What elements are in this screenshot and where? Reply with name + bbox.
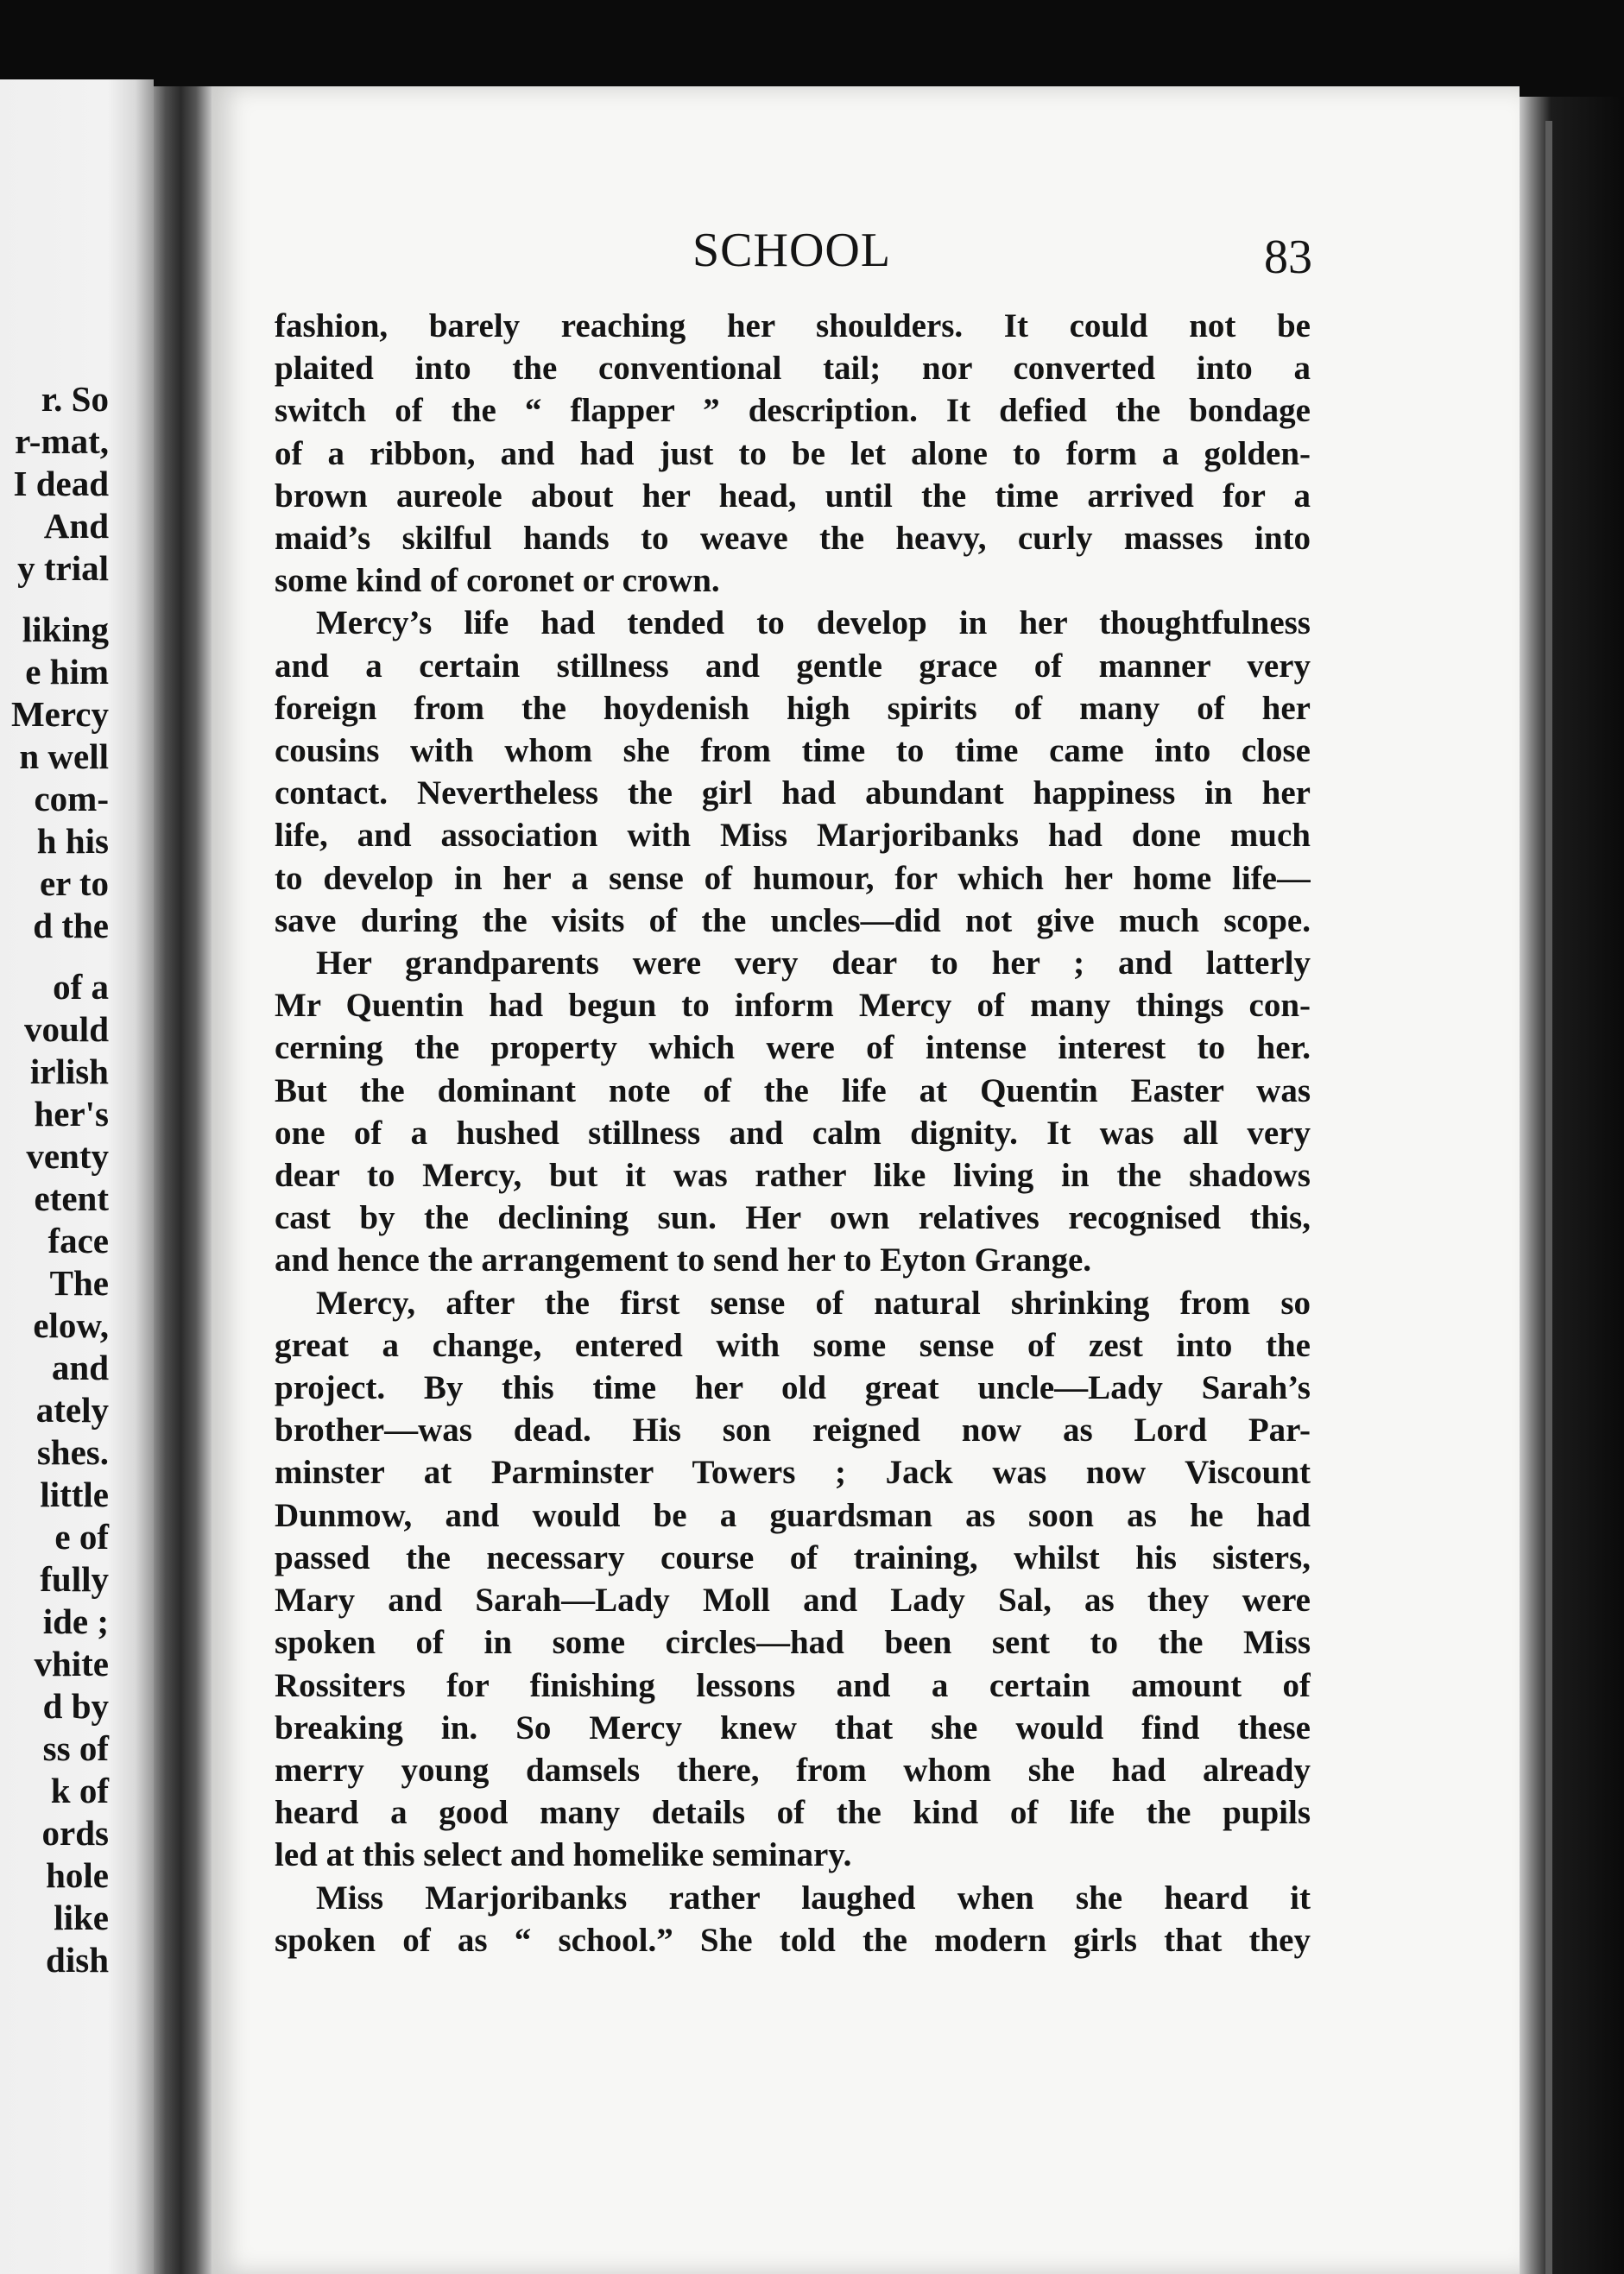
previous-page-line: ide ; [42, 1601, 109, 1641]
previous-page-fragment [0, 79, 154, 2274]
previous-page-line: ss of [42, 1728, 109, 1768]
previous-page-line: r-mat, [15, 421, 109, 461]
text-line: cast by the declining sun. Her own relatives recognised this, [275, 1199, 1311, 1237]
text-line: save during the visits of the uncles—did not give much scope. [275, 901, 1311, 939]
previous-page-line: little [40, 1475, 109, 1514]
previous-page-line: er to [39, 863, 109, 903]
page-stack-edge [1545, 121, 1552, 2274]
previous-page-line: k of [50, 1771, 109, 1810]
text-line: foreign from the hoydenish high spirits of many of her [275, 689, 1311, 727]
page-number: 83 [1264, 231, 1312, 284]
previous-page-line: fully [40, 1559, 109, 1599]
text-line: Mercy’s life had tended to develop in her thoughtfulness [316, 604, 1311, 642]
previous-page-line: ords [41, 1813, 109, 1853]
text-line: Dunmow, and would be a guardsman as soon as he had [275, 1496, 1311, 1534]
text-line: Mercy, after the first sense of natural shrinking from so [316, 1284, 1311, 1322]
text-line: project. By this time her old great uncle—Lady Sarah’s [275, 1369, 1311, 1407]
text-line: merry young damsels there, from whom she had already [275, 1751, 1311, 1789]
previous-page-line: Mercy [10, 694, 109, 734]
previous-page-line: of a [53, 967, 109, 1007]
previous-page-line: r. So [41, 379, 109, 419]
previous-page-line: h his [36, 821, 109, 861]
text-line: cousins with whom she from time to time came into close [275, 732, 1311, 770]
text-line: switch of the “ flapper ” description. It defied the bondage [275, 392, 1311, 430]
previous-page-line: her's [34, 1094, 109, 1134]
text-line: spoken of in some circles—had been sent to the Miss [275, 1624, 1311, 1662]
text-line: brown aureole about her head, until the time arrived for a [275, 477, 1311, 515]
previous-page-line: com- [34, 779, 109, 818]
text-line: Mr Quentin had begun to inform Mercy of many things con- [275, 987, 1311, 1025]
text-line: fashion, barely reaching her shoulders. It could not be [275, 307, 1311, 344]
previous-page-line: face [47, 1221, 109, 1260]
text-line: Mary and Sarah—Lady Moll and Lady Sal, as they were [275, 1582, 1311, 1620]
previous-page-line: And [43, 506, 109, 546]
text-line: Rossiters for finishing lessons and a certain amount of [275, 1666, 1311, 1704]
previous-page-line: ately [35, 1390, 109, 1430]
text-line: one of a hushed stillness and calm dignity. It was all very [275, 1114, 1311, 1152]
page-edge-shadow [1520, 97, 1624, 2274]
text-line: dear to Mercy, but it was rather like living in the shadows [275, 1157, 1311, 1195]
text-line: maid’s skilful hands to weave the heavy, curly masses into [275, 520, 1311, 558]
text-line: life, and association with Miss Marjoribanks had done much [275, 817, 1311, 855]
page-body-text [275, 305, 1311, 1961]
text-line: of a ribbon, and had just to be let alone to form a golden- [275, 434, 1311, 472]
book-gutter [154, 86, 214, 2274]
text-line: contact. Nevertheless the girl had abundant happiness in her [275, 774, 1311, 812]
text-line: spoken of as “ school.” She told the modern girls that they [275, 1921, 1311, 1959]
text-line: plaited into the conventional tail; nor converted into a [275, 350, 1311, 388]
text-line: Miss Marjoribanks rather laughed when she heard it [316, 1879, 1311, 1917]
text-line: heard a good many details of the kind of life the pupils [275, 1794, 1311, 1832]
previous-page-line: e of [54, 1517, 109, 1557]
previous-page-line: hole [46, 1855, 109, 1895]
previous-page-line: vould [24, 1009, 109, 1049]
text-line: and a certain stillness and gentle grace of manner very [275, 647, 1311, 685]
text-line: But the dominant note of the life at Quentin Easter was [275, 1071, 1311, 1109]
previous-page-line: n well [19, 736, 109, 776]
previous-page-line: and [51, 1348, 109, 1387]
previous-page-line: The [49, 1263, 109, 1303]
previous-page-line: vhite [34, 1644, 109, 1683]
previous-page-line: venty [26, 1136, 109, 1176]
running-head-title: SCHOOL [692, 224, 892, 277]
text-line: minster at Parminster Towers ; Jack was now Viscount [275, 1454, 1311, 1492]
text-line: some kind of coronet or crown. [275, 562, 720, 600]
text-line: and hence the arrangement to send her to Eyton Grange. [275, 1241, 1092, 1279]
previous-page-line: y trial [17, 548, 109, 588]
previous-page-line: irlish [29, 1052, 109, 1091]
running-head [483, 223, 1312, 283]
previous-page-line: e him [25, 652, 109, 692]
text-line: great a change, entered with some sense of zest into the [275, 1326, 1311, 1364]
text-line: cerning the property which were of intense interest to her. [275, 1029, 1311, 1067]
previous-page-line: etent [34, 1178, 109, 1218]
text-line: brother—was dead. His son reigned now as Lord Par- [275, 1412, 1311, 1450]
text-line: Her grandparents were very dear to her ; and latterly [316, 944, 1311, 982]
previous-page-line: d the [33, 906, 109, 945]
previous-page-text [0, 378, 109, 1981]
previous-page-line: like [54, 1898, 109, 1937]
previous-page-line: I dead [13, 464, 109, 503]
previous-page-line: dish [46, 1940, 109, 1980]
text-line: breaking in. So Mercy knew that she would find these [275, 1709, 1311, 1747]
text-line: to develop in her a sense of humour, for which her home life— [275, 859, 1311, 897]
previous-page-line: liking [22, 610, 109, 649]
text-line: led at this select and homelike seminary. [275, 1836, 852, 1874]
previous-page-line: d by [42, 1686, 109, 1726]
text-line: passed the necessary course of training, whilst his sisters, [275, 1538, 1311, 1576]
previous-page-line: shes. [36, 1432, 109, 1472]
previous-page-line: elow, [33, 1305, 109, 1345]
